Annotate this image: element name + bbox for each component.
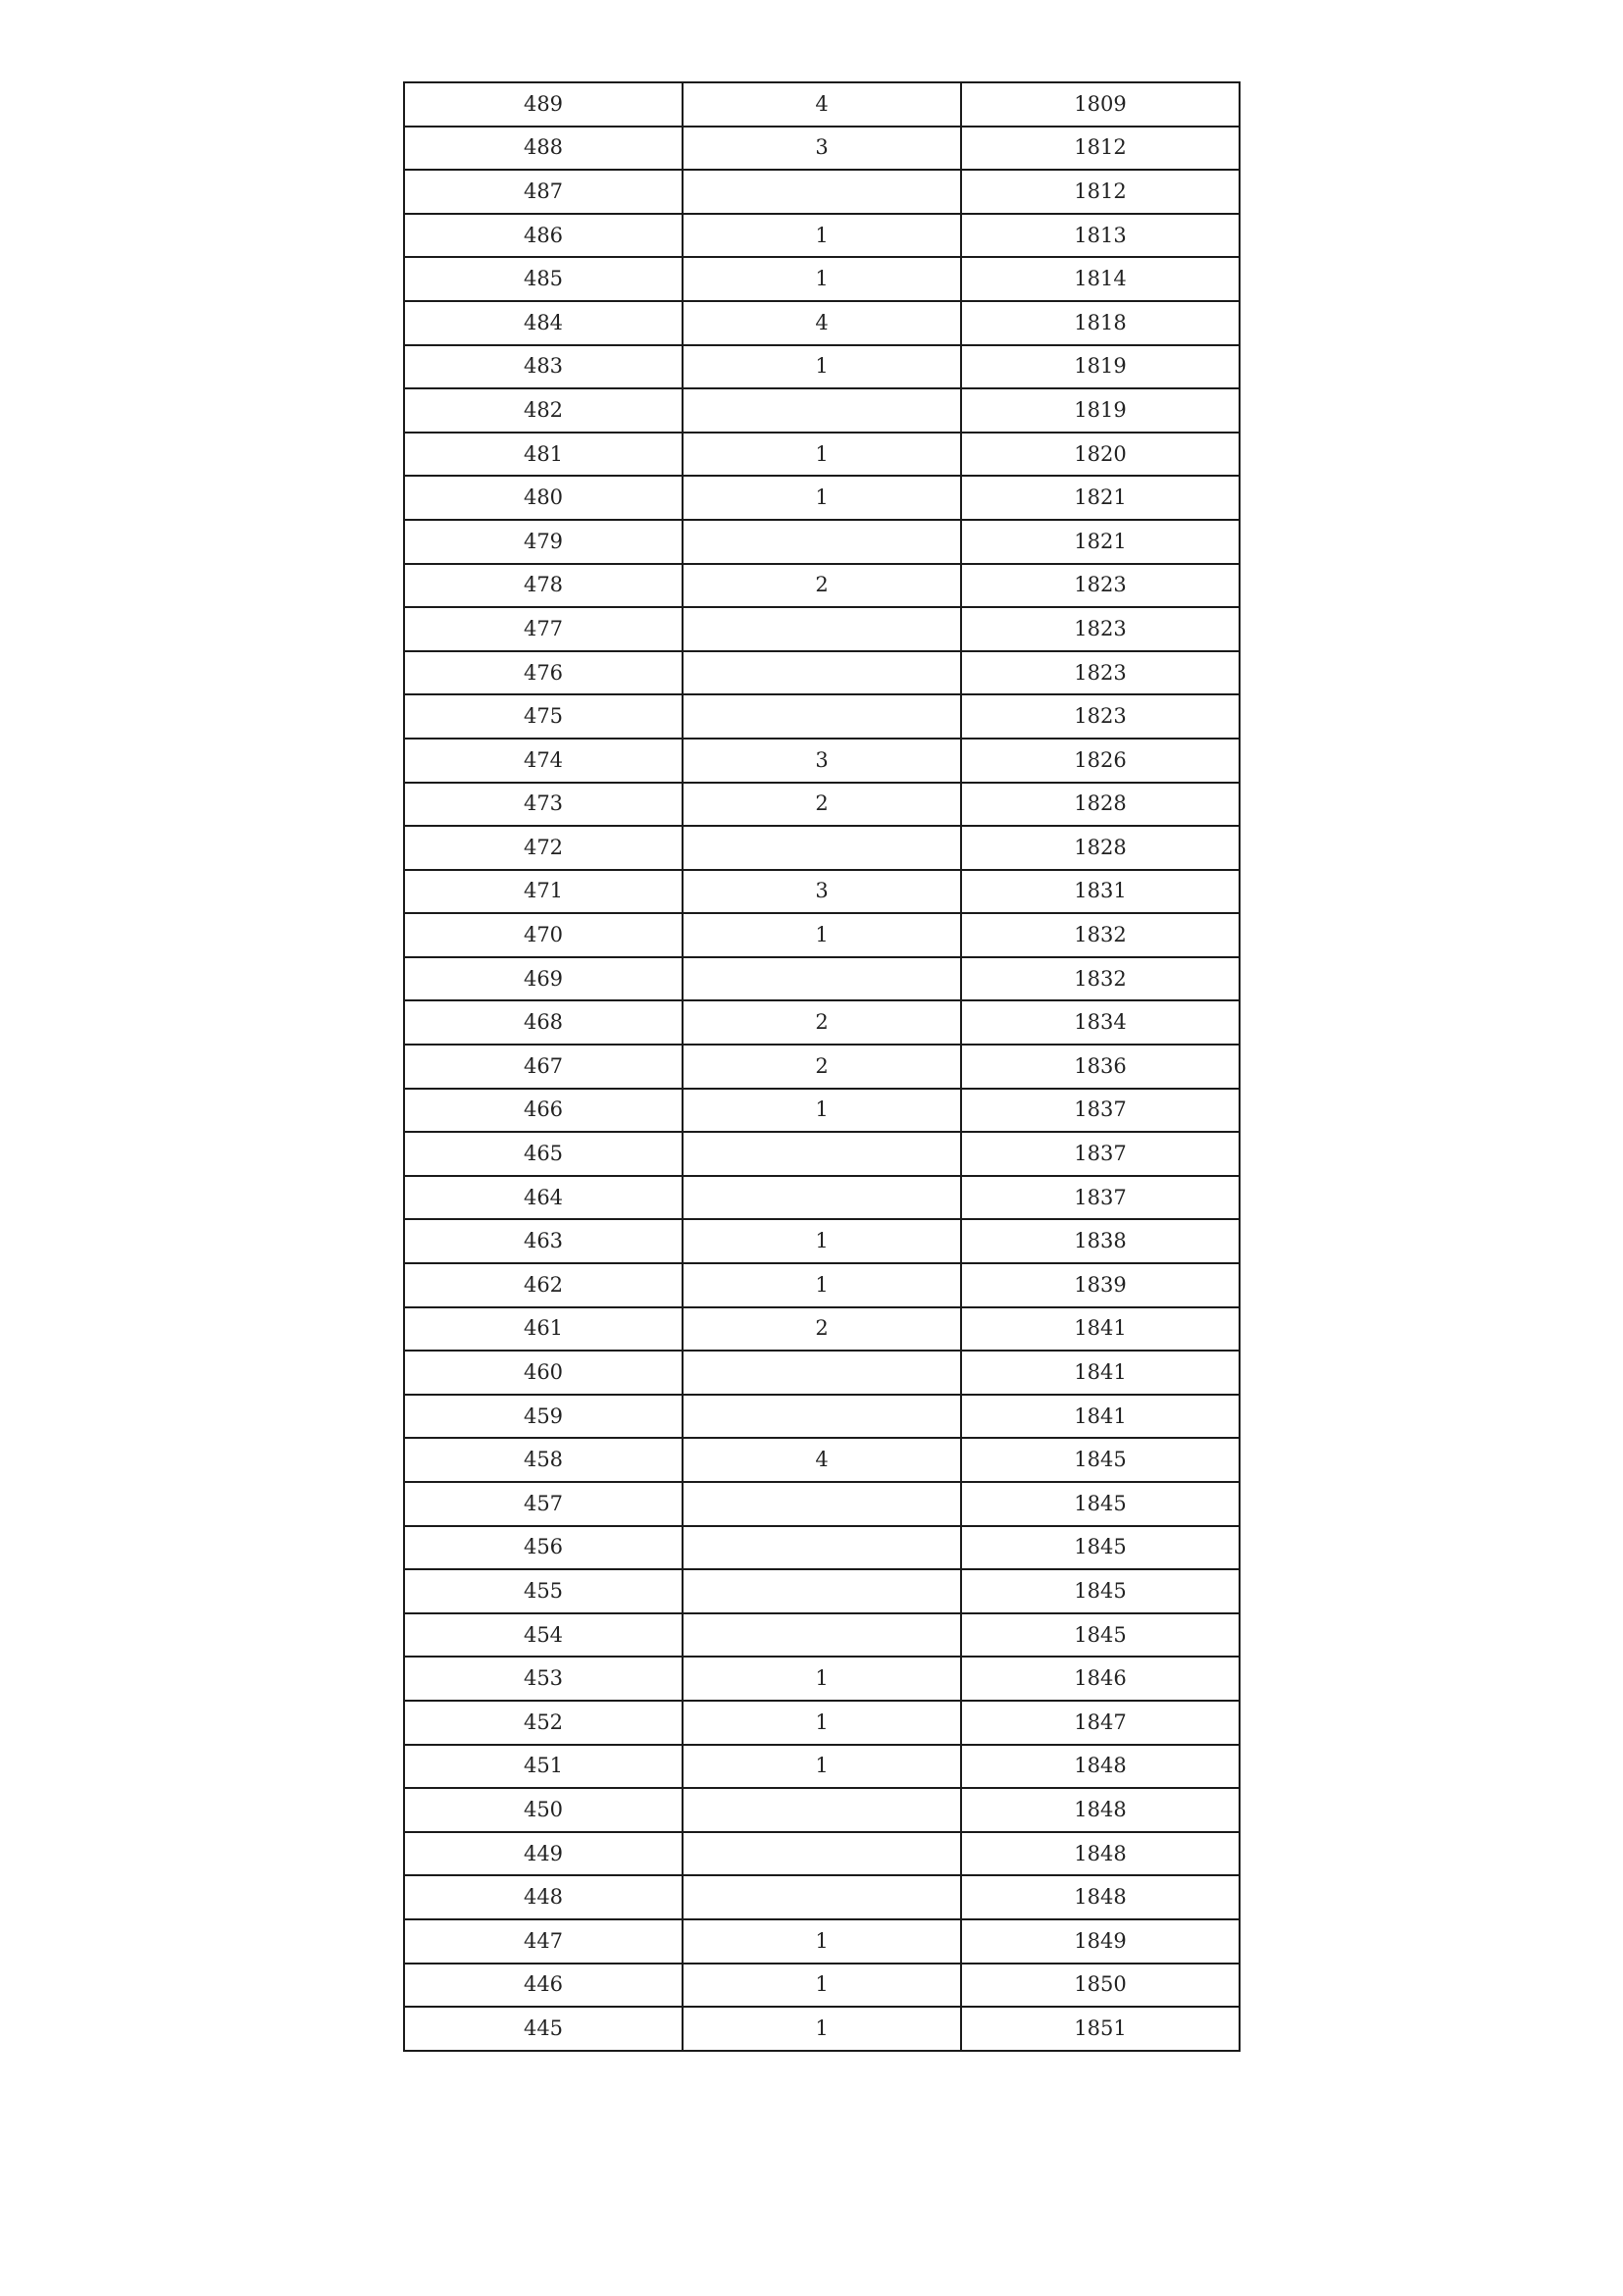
count-cell: 1 (683, 2007, 961, 2051)
cumulative-cell: 1814 (961, 257, 1240, 301)
cumulative-cell: 1845 (961, 1613, 1240, 1658)
cumulative-cell: 1823 (961, 564, 1240, 608)
score-cell: 446 (404, 1964, 683, 2008)
cumulative-cell: 1838 (961, 1219, 1240, 1263)
score-cell: 477 (404, 607, 683, 651)
cumulative-cell: 1813 (961, 214, 1240, 258)
table-row (404, 651, 1240, 695)
count-cell (683, 1351, 961, 1395)
score-cell: 468 (404, 1000, 683, 1045)
score-cell: 454 (404, 1613, 683, 1658)
cumulative-cell: 1849 (961, 1919, 1240, 1964)
cumulative-cell: 1831 (961, 870, 1240, 914)
table-row (404, 1176, 1240, 1220)
cumulative-cell: 1821 (961, 520, 1240, 564)
table-row (404, 388, 1240, 433)
table-row (404, 1875, 1240, 1919)
count-cell: 1 (683, 214, 961, 258)
cumulative-cell: 1845 (961, 1569, 1240, 1613)
count-cell (683, 1526, 961, 1570)
count-cell (683, 651, 961, 695)
cumulative-cell: 1839 (961, 1263, 1240, 1307)
table-row (404, 520, 1240, 564)
score-cell: 469 (404, 957, 683, 1001)
cumulative-cell: 1850 (961, 1964, 1240, 2008)
cumulative-cell: 1841 (961, 1395, 1240, 1439)
table-row (404, 1657, 1240, 1701)
table-row (404, 127, 1240, 171)
count-cell: 1 (683, 1964, 961, 2008)
table-row (404, 1788, 1240, 1832)
score-cell: 489 (404, 82, 683, 127)
count-cell (683, 957, 961, 1001)
count-cell: 4 (683, 301, 961, 345)
count-cell: 1 (683, 1089, 961, 1133)
cumulative-cell: 1826 (961, 739, 1240, 783)
table-row (404, 1569, 1240, 1613)
cumulative-cell: 1845 (961, 1438, 1240, 1482)
score-cell: 451 (404, 1745, 683, 1789)
count-cell: 2 (683, 783, 961, 827)
table-row (404, 433, 1240, 477)
score-cell: 479 (404, 520, 683, 564)
count-cell (683, 170, 961, 214)
table-row (404, 783, 1240, 827)
count-cell: 1 (683, 1701, 961, 1745)
table-row (404, 1351, 1240, 1395)
score-cell: 449 (404, 1832, 683, 1876)
score-cell: 456 (404, 1526, 683, 1570)
score-cell: 447 (404, 1919, 683, 1964)
cumulative-cell: 1818 (961, 301, 1240, 345)
table-row (404, 476, 1240, 520)
count-cell (683, 520, 961, 564)
count-cell (683, 826, 961, 870)
score-cell: 459 (404, 1395, 683, 1439)
score-cell: 473 (404, 783, 683, 827)
table-row (404, 870, 1240, 914)
cumulative-cell: 1837 (961, 1132, 1240, 1176)
score-cell: 478 (404, 564, 683, 608)
score-cell: 467 (404, 1045, 683, 1089)
count-cell (683, 1788, 961, 1832)
cumulative-cell: 1848 (961, 1788, 1240, 1832)
table-row (404, 957, 1240, 1001)
score-cell: 476 (404, 651, 683, 695)
count-cell: 1 (683, 913, 961, 957)
table-row (404, 1089, 1240, 1133)
score-cell: 471 (404, 870, 683, 914)
score-cell: 445 (404, 2007, 683, 2051)
score-cell: 457 (404, 1482, 683, 1526)
count-cell: 2 (683, 1000, 961, 1045)
count-cell: 4 (683, 1438, 961, 1482)
count-cell (683, 1482, 961, 1526)
count-cell: 1 (683, 1745, 961, 1789)
cumulative-cell: 1828 (961, 783, 1240, 827)
count-cell (683, 1875, 961, 1919)
score-cell: 448 (404, 1875, 683, 1919)
cumulative-cell: 1837 (961, 1089, 1240, 1133)
score-cell: 464 (404, 1176, 683, 1220)
cumulative-cell: 1812 (961, 170, 1240, 214)
score-cell: 475 (404, 694, 683, 739)
score-cell: 481 (404, 433, 683, 477)
table-row (404, 2007, 1240, 2051)
score-cell: 482 (404, 388, 683, 433)
count-cell: 3 (683, 870, 961, 914)
cumulative-cell: 1841 (961, 1351, 1240, 1395)
cumulative-cell: 1847 (961, 1701, 1240, 1745)
count-cell: 1 (683, 476, 961, 520)
score-cell: 488 (404, 127, 683, 171)
cumulative-cell: 1819 (961, 388, 1240, 433)
score-cell: 474 (404, 739, 683, 783)
table-row (404, 1307, 1240, 1352)
table-row (404, 607, 1240, 651)
score-cell: 461 (404, 1307, 683, 1352)
cumulative-cell: 1828 (961, 826, 1240, 870)
table-row (404, 257, 1240, 301)
cumulative-cell: 1837 (961, 1176, 1240, 1220)
count-cell: 2 (683, 564, 961, 608)
count-cell: 4 (683, 82, 961, 127)
count-cell (683, 1569, 961, 1613)
table-row (404, 1482, 1240, 1526)
score-cell: 462 (404, 1263, 683, 1307)
score-cell: 460 (404, 1351, 683, 1395)
cumulative-cell: 1823 (961, 607, 1240, 651)
cumulative-cell: 1823 (961, 651, 1240, 695)
table-row (404, 1219, 1240, 1263)
count-cell (683, 1832, 961, 1876)
table-row (404, 1613, 1240, 1658)
score-cell: 483 (404, 345, 683, 389)
count-cell: 1 (683, 345, 961, 389)
table-row (404, 214, 1240, 258)
count-cell: 1 (683, 1919, 961, 1964)
score-cell: 486 (404, 214, 683, 258)
score-cell: 480 (404, 476, 683, 520)
count-cell: 2 (683, 1307, 961, 1352)
count-cell (683, 1395, 961, 1439)
score-cell: 485 (404, 257, 683, 301)
cumulative-cell: 1848 (961, 1745, 1240, 1789)
table-row (404, 694, 1240, 739)
score-cell: 484 (404, 301, 683, 345)
score-cell: 466 (404, 1089, 683, 1133)
table-row (404, 1263, 1240, 1307)
table-row (404, 1701, 1240, 1745)
cumulative-cell: 1841 (961, 1307, 1240, 1352)
table-row (404, 1000, 1240, 1045)
cumulative-cell: 1848 (961, 1832, 1240, 1876)
count-cell: 1 (683, 433, 961, 477)
cumulative-cell: 1834 (961, 1000, 1240, 1045)
count-cell (683, 1613, 961, 1658)
cumulative-cell: 1819 (961, 345, 1240, 389)
cumulative-cell: 1809 (961, 82, 1240, 127)
cumulative-cell: 1832 (961, 913, 1240, 957)
score-cell: 452 (404, 1701, 683, 1745)
score-cell: 458 (404, 1438, 683, 1482)
table-row (404, 1132, 1240, 1176)
cumulative-cell: 1812 (961, 127, 1240, 171)
count-cell: 3 (683, 739, 961, 783)
table-row (404, 1919, 1240, 1964)
count-cell: 1 (683, 1219, 961, 1263)
cumulative-cell: 1832 (961, 957, 1240, 1001)
count-cell (683, 694, 961, 739)
count-cell: 1 (683, 257, 961, 301)
cumulative-cell: 1846 (961, 1657, 1240, 1701)
score-cell: 450 (404, 1788, 683, 1832)
table-body (404, 82, 1240, 2051)
cumulative-cell: 1821 (961, 476, 1240, 520)
table-row (404, 1526, 1240, 1570)
table-row (404, 345, 1240, 389)
table-row (404, 913, 1240, 957)
score-cell: 453 (404, 1657, 683, 1701)
score-cell: 472 (404, 826, 683, 870)
table-row (404, 1438, 1240, 1482)
cumulative-cell: 1845 (961, 1526, 1240, 1570)
cumulative-cell: 1823 (961, 694, 1240, 739)
table-row (404, 1964, 1240, 2008)
table-row (404, 301, 1240, 345)
cumulative-cell: 1851 (961, 2007, 1240, 2051)
cumulative-cell: 1845 (961, 1482, 1240, 1526)
count-cell: 1 (683, 1263, 961, 1307)
count-cell: 2 (683, 1045, 961, 1089)
count-cell: 3 (683, 127, 961, 171)
score-cell: 455 (404, 1569, 683, 1613)
table-row (404, 170, 1240, 214)
count-cell (683, 1176, 961, 1220)
count-cell (683, 607, 961, 651)
count-cell (683, 1132, 961, 1176)
score-cell: 487 (404, 170, 683, 214)
score-cell: 463 (404, 1219, 683, 1263)
table-row (404, 1832, 1240, 1876)
count-cell: 1 (683, 1657, 961, 1701)
table-row (404, 739, 1240, 783)
table-row (404, 1045, 1240, 1089)
score-distribution-table (403, 81, 1241, 2052)
score-cell: 470 (404, 913, 683, 957)
table-row (404, 1395, 1240, 1439)
cumulative-cell: 1848 (961, 1875, 1240, 1919)
count-cell (683, 388, 961, 433)
table-row (404, 1745, 1240, 1789)
cumulative-cell: 1820 (961, 433, 1240, 477)
table-row (404, 826, 1240, 870)
score-cell: 465 (404, 1132, 683, 1176)
cumulative-cell: 1836 (961, 1045, 1240, 1089)
table-row (404, 82, 1240, 127)
table-row (404, 564, 1240, 608)
